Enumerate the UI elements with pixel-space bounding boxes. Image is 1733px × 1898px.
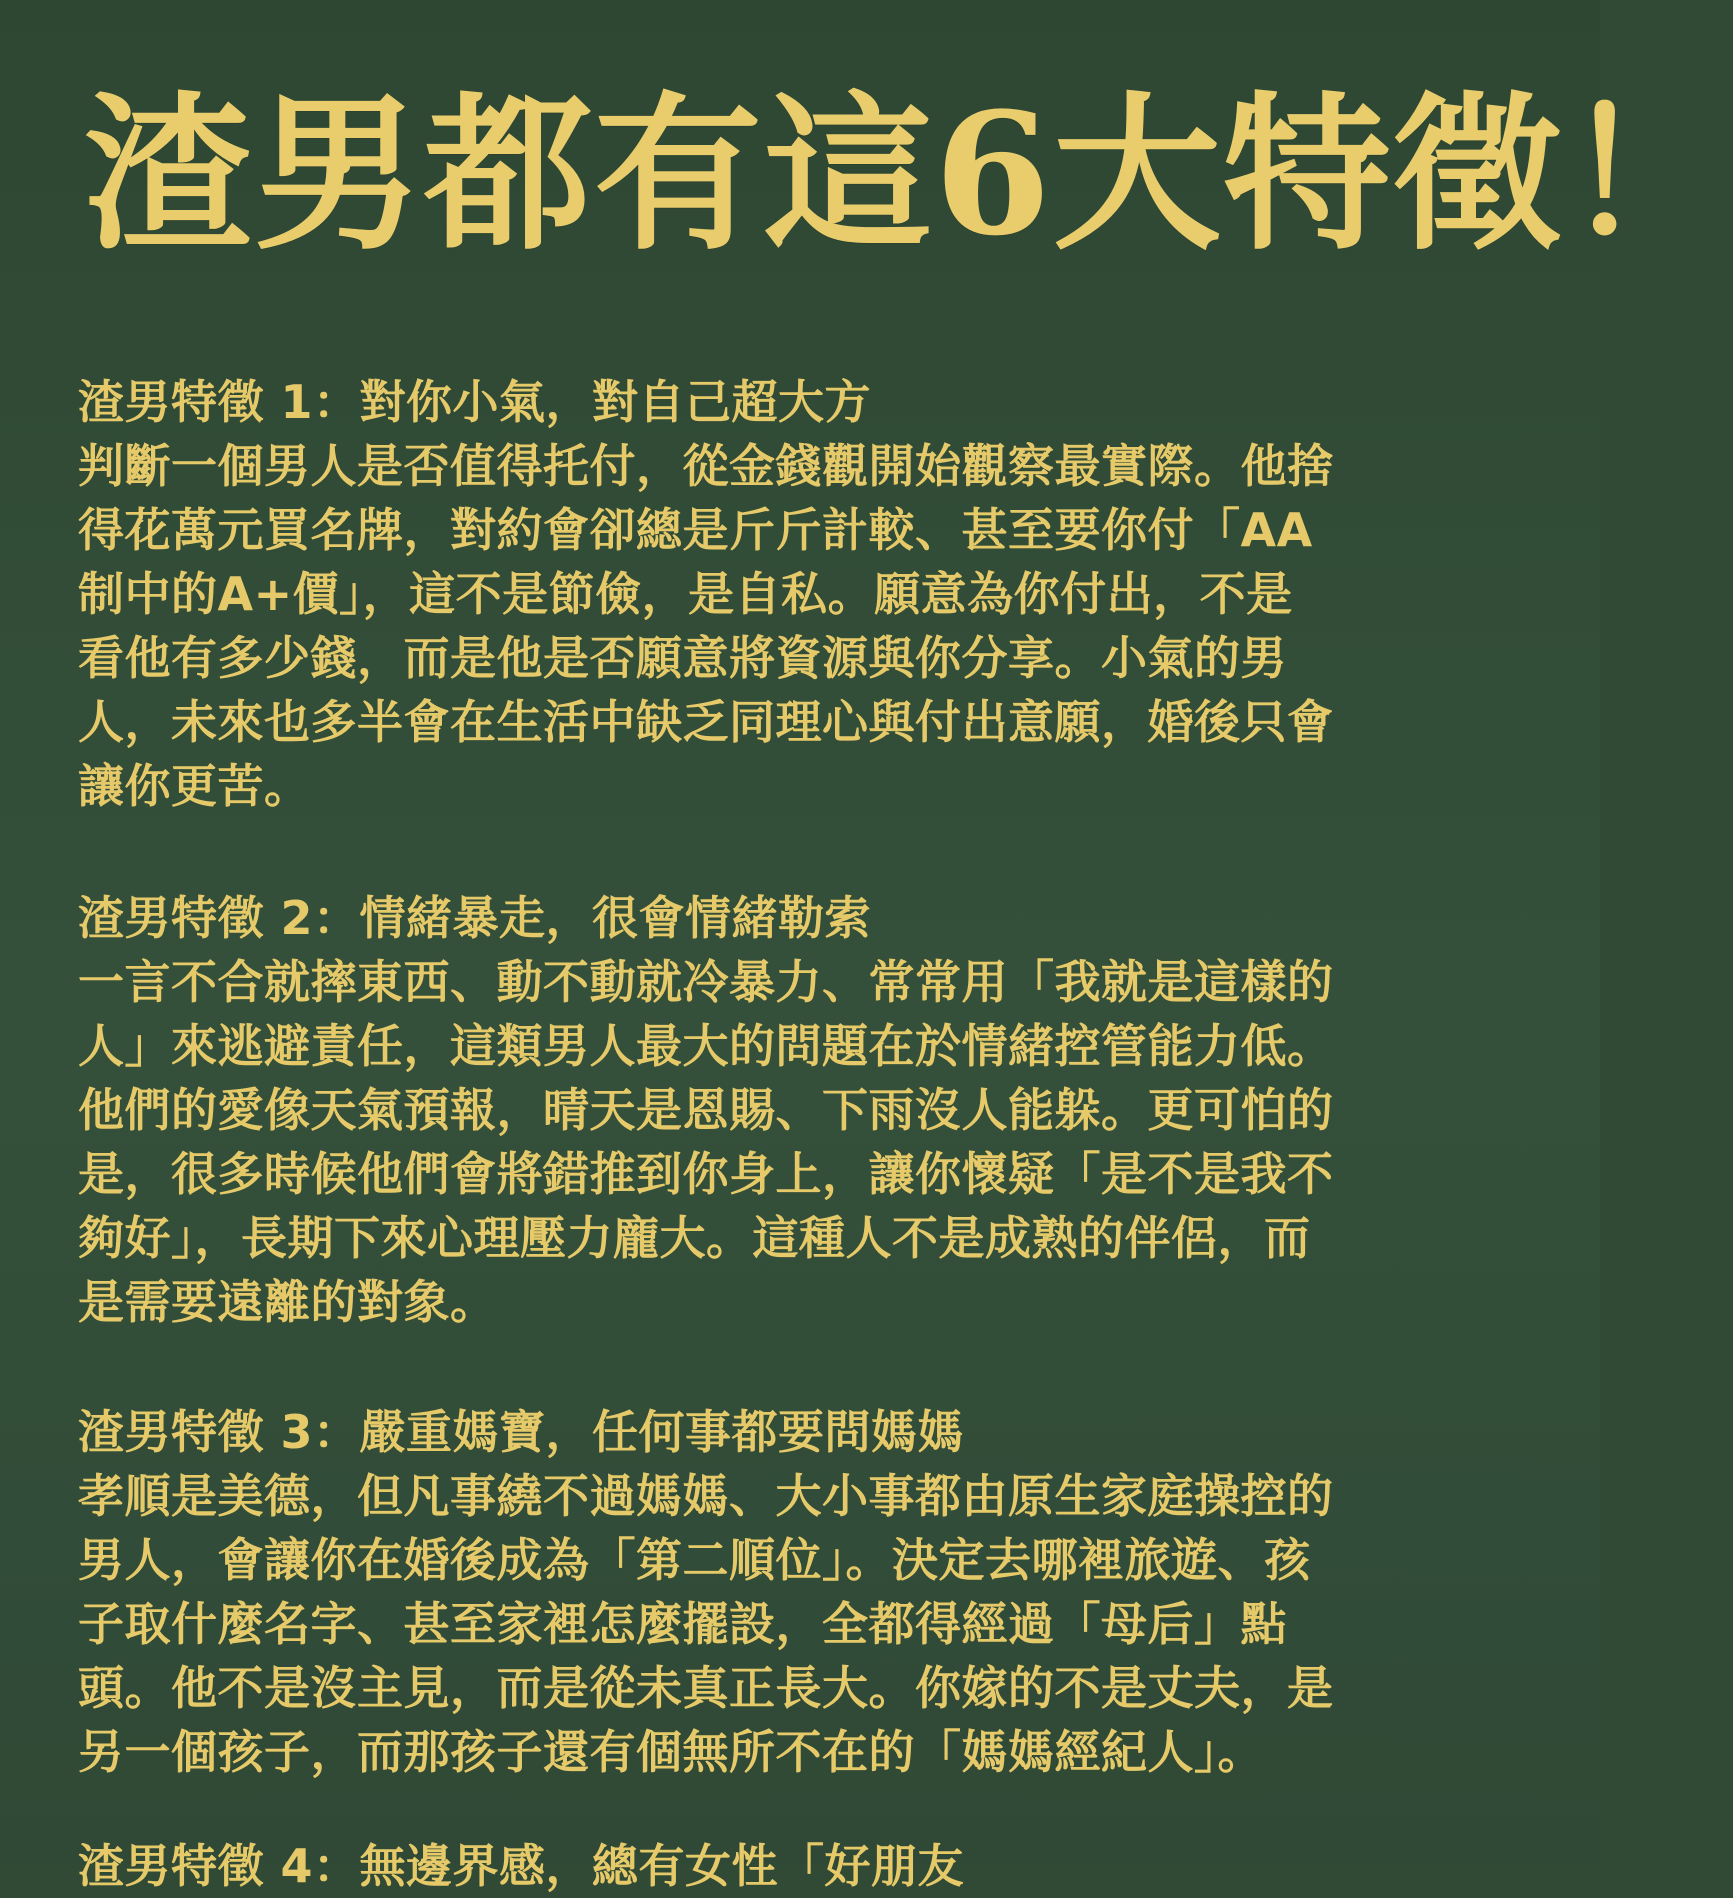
page-title: 渣男都有這6大特徵！ bbox=[84, 75, 1733, 273]
section-text-line: 制中的A+價」，這不是節儉，是自私。願意為你付出，不是 bbox=[78, 567, 1293, 621]
section-text-line: 判斷一個男人是否值得托付，從金錢觀開始觀察最實際。他捨 bbox=[78, 439, 1334, 493]
feature-section-1 bbox=[78, 370, 1528, 818]
section-text-line: 孝順是美德，但凡事繞不過媽媽、大小事都由原生家庭操控的 bbox=[78, 1469, 1334, 1523]
feature-section-2 bbox=[78, 886, 1528, 1334]
section-text-line: 他們的愛像天氣預報，晴天是恩賜、下雨沒人能躲。更可怕的 bbox=[78, 1083, 1334, 1137]
section-heading: 渣男特徵 2：情緒暴走，很會情緒勒索 bbox=[78, 891, 872, 945]
section-text-line: 一言不合就摔東西、動不動就冷暴力、常常用「我就是這樣的 bbox=[78, 955, 1334, 1009]
section-text-line: 得花萬元買名牌，對約會卻總是斤斤計較、甚至要你付「AA bbox=[78, 503, 1313, 557]
feature-section-4-partial bbox=[78, 1834, 1528, 1898]
section-text-line: 是需要遠離的對象。 bbox=[78, 1275, 497, 1329]
section-text-line: 看他有多少錢，而是他是否願意將資源與你分享。小氣的男 bbox=[78, 631, 1287, 685]
section-heading: 渣男特徵 3：嚴重媽寶，任何事都要問媽媽 bbox=[78, 1405, 965, 1459]
section-heading: 渣男特徵 4：無邊界感，總有女性「好朋友 bbox=[78, 1839, 965, 1893]
section-text-line: 人，未來也多半會在生活中缺乏同理心與付出意願，婚後只會 bbox=[78, 695, 1334, 749]
section-text-line: 另一個孩子，而那孩子還有個無所不在的「媽媽經紀人」。 bbox=[78, 1725, 1264, 1779]
section-text-line: 人」來逃避責任，這類男人最大的問題在於情緒控管能力低。 bbox=[78, 1019, 1334, 1073]
section-text-line: 讓你更苦。 bbox=[78, 759, 311, 813]
section-text-line: 子取什麼名字、甚至家裡怎麼擺設，全都得經過「母后」點 bbox=[78, 1597, 1287, 1651]
feature-section-3 bbox=[78, 1400, 1528, 1784]
section-text-line: 夠好」，長期下來心理壓力龐大。這種人不是成熟的伴侶，而 bbox=[78, 1211, 1311, 1265]
section-text-line: 是，很多時候他們會將錯推到你身上，讓你懷疑「是不是我不 bbox=[78, 1147, 1334, 1201]
section-heading: 渣男特徵 1：對你小氣，對自己超大方 bbox=[78, 375, 872, 429]
section-text-line: 男人，會讓你在婚後成為「第二順位」。決定去哪裡旅遊、孩 bbox=[78, 1533, 1311, 1587]
section-text-line: 頭。他不是沒主見，而是從未真正長大。你嫁的不是丈夫，是 bbox=[78, 1661, 1334, 1715]
